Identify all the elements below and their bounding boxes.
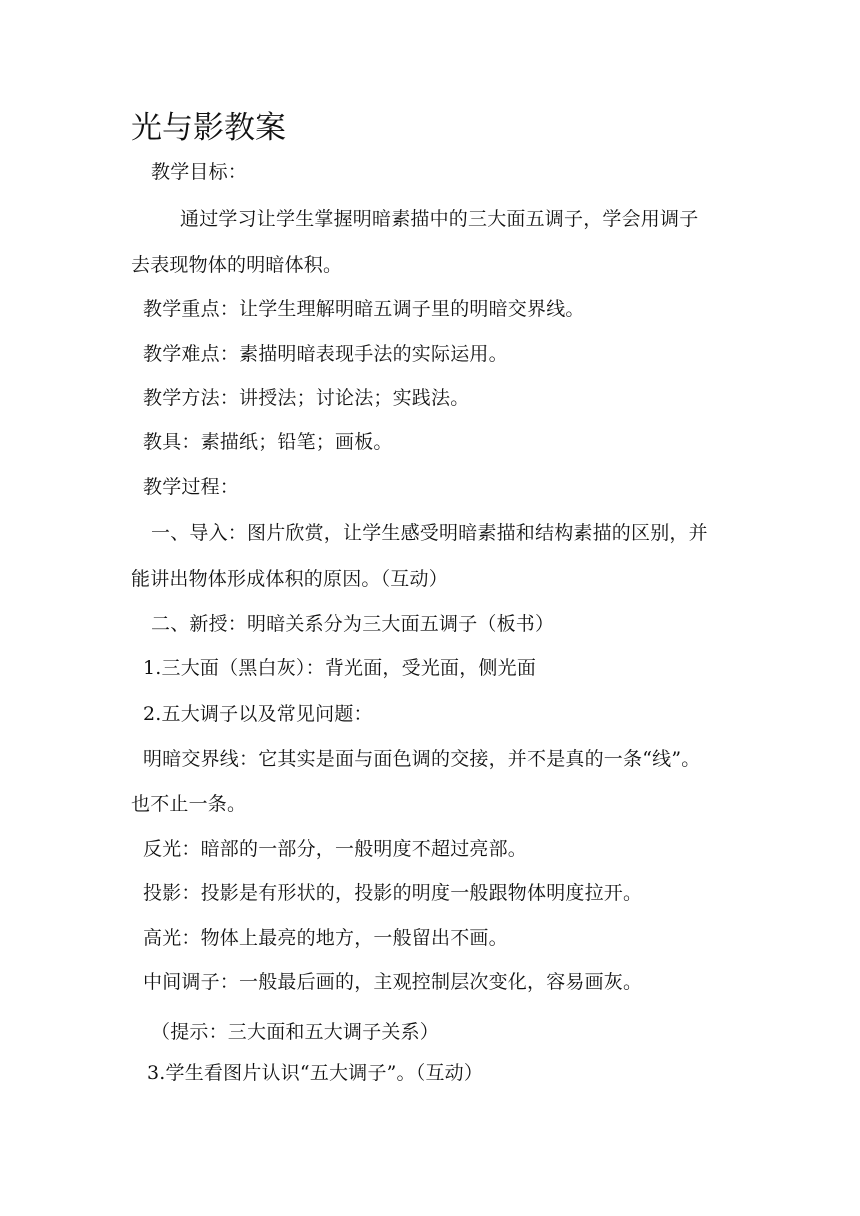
hint-line: （提示：三大面和五大调子关系） [151,1021,440,1043]
difficulty-line: 教学难点：素描明暗表现手法的实际运用。 [143,343,508,365]
tools-line: 教具：素描纸；铅笔；画板。 [143,431,393,453]
document-title: 光与影教案 [131,110,286,146]
step-2-line: 二、新授：明暗关系分为三大面五调子（板书） [151,613,555,635]
item-1-line: 1.三大面（黑白灰）：背光面，受光面，侧光面 [143,657,537,679]
process-heading: 教学过程： [143,476,240,498]
objectives-text-line-1: 通过学习让学生掌握明暗素描中的三大面五调子，学会用调子 [180,208,699,230]
objectives-heading: 教学目标： [151,161,248,183]
cast-shadow-line: 投影：投影是有形状的，投影的明度一般跟物体明度拉开。 [143,882,643,904]
key-point-line: 教学重点：让学生理解明暗五调子里的明暗交界线。 [143,298,585,320]
methods-line: 教学方法：讲授法；讨论法；实践法。 [143,387,470,409]
terminator-line-2: 也不止一条。 [131,793,247,815]
item-3-line: 3.学生看图片认识“五大调子”。（互动） [147,1062,484,1084]
objectives-text-line-2: 去表现物体的明暗体积。 [131,254,343,276]
midtone-line: 中间调子：一般最后画的，主观控制层次变化，容易画灰。 [143,971,643,993]
step-1-line-1: 一、导入：图片欣赏，让学生感受明暗素描和结构素描的区别，并 [151,522,708,544]
highlight-line: 高光：物体上最亮的地方，一般留出不画。 [143,927,508,949]
reflected-light-line: 反光：暗部的一部分，一般明度不超过亮部。 [143,838,528,860]
item-2-line: 2.五大调子以及常见问题： [143,703,373,725]
step-1-line-2: 能讲出物体形成体积的原因。（互动） [131,568,448,590]
terminator-line-1: 明暗交界线：它其实是面与面色调的交接，并不是真的一条“线”。 [143,748,701,770]
